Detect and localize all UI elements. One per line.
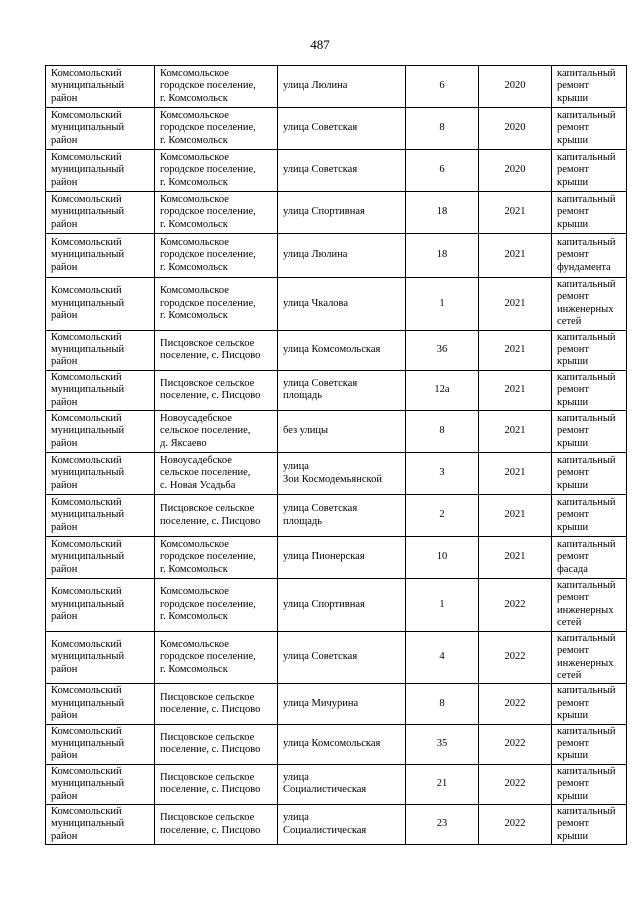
cell-district: Комсомольский муниципальный район	[46, 804, 155, 844]
cell-year: 2021	[479, 192, 552, 234]
cell-district: Комсомольский муниципальный район	[46, 631, 155, 684]
cell-house-number: 6	[406, 150, 479, 192]
cell-work-type: капитальный ремонт крыши	[552, 330, 627, 370]
cell-district: Комсомольский муниципальный район	[46, 411, 155, 453]
page-number: 487	[310, 37, 330, 52]
cell-work-type: капитальный ремонт инженерных сетей	[552, 631, 627, 684]
cell-district: Комсомольский муниципальный район	[46, 66, 155, 108]
cell-year: 2021	[479, 495, 552, 537]
cell-street: улица Люлина	[278, 66, 406, 108]
cell-district: Комсомольский муниципальный район	[46, 108, 155, 150]
cell-house-number: 10	[406, 537, 479, 579]
repair-schedule-table	[45, 65, 627, 845]
cell-year: 2022	[479, 579, 552, 632]
cell-work-type: капитальный ремонт фасада	[552, 537, 627, 579]
cell-settlement: Комсомольское городское поселение, г. Комсомольск	[155, 537, 278, 579]
cell-district: Комсомольский муниципальный район	[46, 453, 155, 495]
cell-year: 2021	[479, 370, 552, 410]
cell-settlement: Комсомольское городское поселение, г. Комсомольск	[155, 631, 278, 684]
cell-work-type: капитальный ремонт крыши	[552, 495, 627, 537]
cell-district: Комсомольский муниципальный район	[46, 150, 155, 192]
cell-house-number: 2	[406, 495, 479, 537]
cell-settlement: Комсомольское городское поселение, г. Комсомольск	[155, 66, 278, 108]
cell-year: 2020	[479, 66, 552, 108]
table-row	[46, 453, 627, 495]
cell-street: улица Советская площадь	[278, 495, 406, 537]
cell-year: 2022	[479, 804, 552, 844]
cell-house-number: 18	[406, 234, 479, 278]
cell-work-type: капитальный ремонт инженерных сетей	[552, 579, 627, 632]
table-row	[46, 278, 627, 331]
cell-district: Комсомольский муниципальный район	[46, 330, 155, 370]
table-row	[46, 192, 627, 234]
cell-year: 2021	[479, 330, 552, 370]
cell-year: 2020	[479, 150, 552, 192]
cell-district: Комсомольский муниципальный район	[46, 724, 155, 764]
cell-work-type: капитальный ремонт крыши	[552, 411, 627, 453]
cell-house-number: 18	[406, 192, 479, 234]
cell-street: улица Социалистическая	[278, 804, 406, 844]
cell-year: 2022	[479, 724, 552, 764]
cell-year: 2022	[479, 764, 552, 804]
cell-settlement: Комсомольское городское поселение, г. Комсомольск	[155, 579, 278, 632]
cell-street: улица Социалистическая	[278, 764, 406, 804]
cell-settlement: Писцовское сельское поселение, с. Писцово	[155, 684, 278, 724]
cell-house-number: 6	[406, 66, 479, 108]
cell-house-number: 36	[406, 330, 479, 370]
cell-district: Комсомольский муниципальный район	[46, 537, 155, 579]
table-row	[46, 370, 627, 410]
cell-district: Комсомольский муниципальный район	[46, 495, 155, 537]
cell-house-number: 1	[406, 579, 479, 632]
cell-street: улица Спортивная	[278, 579, 406, 632]
cell-work-type: капитальный ремонт крыши	[552, 108, 627, 150]
cell-settlement: Писцовское сельское поселение, с. Писцово	[155, 764, 278, 804]
cell-district: Комсомольский муниципальный район	[46, 278, 155, 331]
cell-work-type: капитальный ремонт крыши	[552, 453, 627, 495]
cell-district: Комсомольский муниципальный район	[46, 192, 155, 234]
cell-work-type: капитальный ремонт крыши	[552, 764, 627, 804]
cell-year: 2021	[479, 537, 552, 579]
cell-district: Комсомольский муниципальный район	[46, 370, 155, 410]
cell-work-type: капитальный ремонт крыши	[552, 192, 627, 234]
cell-work-type: капитальный ремонт фундамента	[552, 234, 627, 278]
cell-year: 2022	[479, 631, 552, 684]
table-row	[46, 411, 627, 453]
cell-district: Комсомольский муниципальный район	[46, 764, 155, 804]
cell-house-number: 8	[406, 411, 479, 453]
table-row	[46, 495, 627, 537]
cell-street: улица Чкалова	[278, 278, 406, 331]
cell-settlement: Комсомольское городское поселение, г. Комсомольск	[155, 278, 278, 331]
cell-street: улица Мичурина	[278, 684, 406, 724]
cell-street: улица Советская	[278, 108, 406, 150]
cell-settlement: Комсомольское городское поселение, г. Комсомольск	[155, 234, 278, 278]
cell-year: 2020	[479, 108, 552, 150]
cell-house-number: 1	[406, 278, 479, 331]
cell-settlement: Комсомольское городское поселение, г. Комсомольск	[155, 150, 278, 192]
table-row	[46, 150, 627, 192]
cell-house-number: 23	[406, 804, 479, 844]
cell-settlement: Писцовское сельское поселение, с. Писцово	[155, 495, 278, 537]
cell-year: 2022	[479, 684, 552, 724]
cell-house-number: 35	[406, 724, 479, 764]
table-row	[46, 330, 627, 370]
cell-house-number: 3	[406, 453, 479, 495]
cell-street: улица Пионерская	[278, 537, 406, 579]
table-row	[46, 579, 627, 632]
cell-work-type: капитальный ремонт крыши	[552, 724, 627, 764]
cell-work-type: капитальный ремонт крыши	[552, 150, 627, 192]
cell-settlement: Писцовское сельское поселение, с. Писцово	[155, 330, 278, 370]
cell-work-type: капитальный ремонт инженерных сетей	[552, 278, 627, 331]
cell-house-number: 8	[406, 684, 479, 724]
cell-street: улица Зои Космодемьянской	[278, 453, 406, 495]
table-row	[46, 804, 627, 844]
table-row	[46, 631, 627, 684]
cell-street: улица Советская	[278, 631, 406, 684]
table-row	[46, 66, 627, 108]
cell-year: 2021	[479, 453, 552, 495]
cell-work-type: капитальный ремонт крыши	[552, 804, 627, 844]
table-row	[46, 764, 627, 804]
cell-street: улица Люлина	[278, 234, 406, 278]
table-row	[46, 684, 627, 724]
cell-settlement: Комсомольское городское поселение, г. Комсомольск	[155, 192, 278, 234]
cell-settlement: Новоусадебское сельское поселение, д. Яксаево	[155, 411, 278, 453]
cell-district: Комсомольский муниципальный район	[46, 579, 155, 632]
cell-street: улица Спортивная	[278, 192, 406, 234]
cell-year: 2021	[479, 234, 552, 278]
cell-house-number: 4	[406, 631, 479, 684]
table-row	[46, 108, 627, 150]
cell-street: улица Советская	[278, 150, 406, 192]
table-row	[46, 537, 627, 579]
cell-house-number: 21	[406, 764, 479, 804]
cell-settlement: Новоусадебское сельское поселение, с. Новая Усадьба	[155, 453, 278, 495]
cell-house-number: 8	[406, 108, 479, 150]
table-body	[46, 66, 627, 845]
cell-year: 2021	[479, 278, 552, 331]
cell-district: Комсомольский муниципальный район	[46, 684, 155, 724]
table-row	[46, 234, 627, 278]
cell-year: 2021	[479, 411, 552, 453]
cell-district: Комсомольский муниципальный район	[46, 234, 155, 278]
cell-house-number: 12а	[406, 370, 479, 410]
cell-street: без улицы	[278, 411, 406, 453]
cell-work-type: капитальный ремонт крыши	[552, 370, 627, 410]
cell-settlement: Писцовское сельское поселение, с. Писцово	[155, 804, 278, 844]
cell-settlement: Комсомольское городское поселение, г. Комсомольск	[155, 108, 278, 150]
cell-street: улица Комсомольская	[278, 724, 406, 764]
cell-settlement: Писцовское сельское поселение, с. Писцово	[155, 724, 278, 764]
cell-street: улица Советская площадь	[278, 370, 406, 410]
cell-work-type: капитальный ремонт крыши	[552, 684, 627, 724]
cell-work-type: капитальный ремонт крыши	[552, 66, 627, 108]
table-row	[46, 724, 627, 764]
cell-settlement: Писцовское сельское поселение, с. Писцово	[155, 370, 278, 410]
cell-street: улица Комсомольская	[278, 330, 406, 370]
